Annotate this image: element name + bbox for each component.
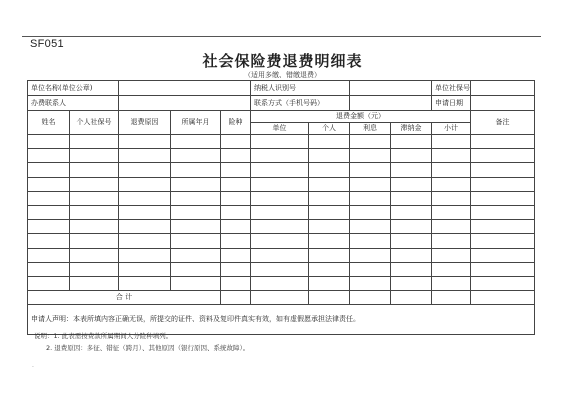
apply-date-label: 申请日期 bbox=[432, 96, 471, 111]
table-cell[interactable] bbox=[350, 248, 391, 262]
table-cell[interactable] bbox=[471, 234, 535, 248]
table-cell[interactable] bbox=[221, 234, 251, 248]
col-remark-header: 备注 bbox=[471, 111, 535, 135]
table-cell[interactable] bbox=[221, 135, 251, 149]
taxpayer-id-field[interactable] bbox=[350, 81, 432, 96]
total-cell[interactable] bbox=[391, 291, 432, 305]
table-row bbox=[28, 135, 535, 149]
contact-label: 联系方式（手机号码） bbox=[251, 96, 350, 111]
total-cell[interactable] bbox=[251, 291, 309, 305]
table-cell[interactable] bbox=[350, 276, 391, 290]
table-cell[interactable] bbox=[171, 276, 221, 290]
table-cell[interactable] bbox=[171, 149, 221, 163]
table-cell[interactable] bbox=[432, 135, 471, 149]
table-cell[interactable] bbox=[28, 234, 70, 248]
table-cell[interactable] bbox=[471, 276, 535, 290]
table-cell[interactable] bbox=[391, 135, 432, 149]
table-cell[interactable] bbox=[70, 149, 119, 163]
table-cell[interactable] bbox=[309, 191, 350, 205]
table-cell[interactable] bbox=[119, 163, 171, 177]
table-cell[interactable] bbox=[221, 191, 251, 205]
table-cell[interactable] bbox=[391, 220, 432, 234]
table-cell[interactable] bbox=[119, 220, 171, 234]
table-cell[interactable] bbox=[70, 234, 119, 248]
table-cell[interactable] bbox=[432, 220, 471, 234]
unit-name-field[interactable] bbox=[119, 81, 251, 96]
table-cell[interactable] bbox=[391, 248, 432, 262]
table-cell[interactable] bbox=[391, 262, 432, 276]
table-cell[interactable] bbox=[119, 276, 171, 290]
table-cell[interactable] bbox=[309, 262, 350, 276]
table-cell[interactable] bbox=[70, 191, 119, 205]
table-cell[interactable] bbox=[171, 205, 221, 219]
table-cell[interactable] bbox=[309, 177, 350, 191]
info-row-1 bbox=[28, 81, 535, 96]
table-cell[interactable] bbox=[251, 205, 309, 219]
table-row bbox=[28, 248, 535, 262]
table-cell[interactable] bbox=[70, 135, 119, 149]
table-cell[interactable] bbox=[171, 234, 221, 248]
form-code: SF051 bbox=[30, 38, 64, 50]
col-refund-amount-header: 退费金额（元） bbox=[251, 111, 471, 123]
sub-interest-header: 利息 bbox=[350, 123, 391, 135]
col-refund-reason-header: 退费原因 bbox=[119, 111, 171, 135]
table-cell[interactable] bbox=[391, 163, 432, 177]
sub-unit-header: 单位 bbox=[251, 123, 309, 135]
sub-late-fee-header: 滞纳金 bbox=[391, 123, 432, 135]
unit-ss-no-field[interactable] bbox=[471, 81, 535, 96]
table-cell[interactable] bbox=[350, 163, 391, 177]
table-cell[interactable] bbox=[28, 248, 70, 262]
table-cell[interactable] bbox=[391, 234, 432, 248]
total-label: 合 计 bbox=[28, 291, 221, 305]
table-cell[interactable] bbox=[171, 135, 221, 149]
table-cell[interactable] bbox=[70, 248, 119, 262]
table-row bbox=[28, 276, 535, 290]
table-cell[interactable] bbox=[119, 205, 171, 219]
table-row bbox=[28, 220, 535, 234]
table-cell[interactable] bbox=[171, 163, 221, 177]
table-cell[interactable] bbox=[251, 163, 309, 177]
table-cell[interactable] bbox=[70, 276, 119, 290]
table-cell[interactable] bbox=[432, 191, 471, 205]
table-cell[interactable] bbox=[391, 149, 432, 163]
table-cell[interactable] bbox=[309, 149, 350, 163]
table-cell[interactable] bbox=[432, 163, 471, 177]
table-cell[interactable] bbox=[119, 191, 171, 205]
table-cell[interactable] bbox=[70, 262, 119, 276]
col-insurance-type-header: 险种 bbox=[221, 111, 251, 135]
table-cell[interactable] bbox=[251, 220, 309, 234]
table-cell[interactable] bbox=[309, 135, 350, 149]
table-cell[interactable] bbox=[221, 220, 251, 234]
table-cell[interactable] bbox=[28, 149, 70, 163]
table-cell[interactable] bbox=[171, 248, 221, 262]
table-cell[interactable] bbox=[350, 177, 391, 191]
sub-subtotal-header: 小计 bbox=[432, 123, 471, 135]
note-2: 2. 退费原因：多征、错征（跨月）、其他原因（银行原因、系统故障）。 bbox=[46, 344, 250, 352]
taxpayer-id-label: 纳税人识别号 bbox=[251, 81, 350, 96]
notes-label: 说明： bbox=[34, 332, 54, 340]
total-cell[interactable] bbox=[350, 291, 391, 305]
table-cell[interactable] bbox=[350, 262, 391, 276]
table-cell[interactable] bbox=[70, 163, 119, 177]
apply-date-field[interactable] bbox=[471, 96, 535, 111]
table-cell[interactable] bbox=[350, 135, 391, 149]
handler-label: 办费联系人 bbox=[28, 96, 119, 111]
table-cell[interactable] bbox=[432, 276, 471, 290]
table-cell[interactable] bbox=[251, 248, 309, 262]
contact-field[interactable] bbox=[350, 96, 432, 111]
table-cell[interactable] bbox=[350, 191, 391, 205]
table-cell[interactable] bbox=[171, 177, 221, 191]
table-cell[interactable] bbox=[251, 177, 309, 191]
table-cell[interactable] bbox=[471, 205, 535, 219]
header-row-1 bbox=[28, 111, 535, 123]
table-cell[interactable] bbox=[171, 262, 221, 276]
table-cell[interactable] bbox=[350, 205, 391, 219]
table-cell[interactable] bbox=[119, 149, 171, 163]
table-cell[interactable] bbox=[221, 163, 251, 177]
table-cell[interactable] bbox=[171, 220, 221, 234]
form-title: 社会保险费退费明细表 bbox=[202, 52, 363, 70]
table-row bbox=[28, 205, 535, 219]
table-row bbox=[28, 191, 535, 205]
table-cell[interactable] bbox=[221, 177, 251, 191]
col-personal-ss-no-header: 个人社保号 bbox=[70, 111, 119, 135]
table-row bbox=[28, 177, 535, 191]
info-row-2 bbox=[28, 96, 535, 111]
table-cell[interactable] bbox=[432, 205, 471, 219]
table-cell[interactable] bbox=[251, 276, 309, 290]
table-cell[interactable] bbox=[221, 149, 251, 163]
unit-ss-no-label: 单位社保号 bbox=[432, 81, 471, 96]
notes bbox=[34, 330, 249, 354]
total-cell[interactable] bbox=[221, 291, 251, 305]
refund-detail-table bbox=[27, 80, 535, 335]
data-rows bbox=[28, 135, 535, 291]
table-cell[interactable] bbox=[28, 163, 70, 177]
table-cell[interactable] bbox=[391, 177, 432, 191]
table-cell[interactable] bbox=[350, 149, 391, 163]
table-cell[interactable] bbox=[432, 149, 471, 163]
table-cell[interactable] bbox=[119, 135, 171, 149]
table-cell[interactable] bbox=[221, 262, 251, 276]
table-cell[interactable] bbox=[221, 205, 251, 219]
table-cell[interactable] bbox=[471, 220, 535, 234]
table-cell[interactable] bbox=[309, 248, 350, 262]
table-cell[interactable] bbox=[221, 276, 251, 290]
table-cell[interactable] bbox=[391, 191, 432, 205]
total-cell[interactable] bbox=[309, 291, 350, 305]
table-cell[interactable] bbox=[471, 248, 535, 262]
table-cell[interactable] bbox=[251, 234, 309, 248]
table-cell[interactable] bbox=[171, 191, 221, 205]
total-cell[interactable] bbox=[471, 291, 535, 305]
sub-personal-header: 个人 bbox=[309, 123, 350, 135]
table-cell[interactable] bbox=[119, 177, 171, 191]
table-cell[interactable] bbox=[28, 191, 70, 205]
top-rule bbox=[22, 36, 541, 37]
table-cell[interactable] bbox=[251, 135, 309, 149]
table-row bbox=[28, 163, 535, 177]
table-cell[interactable] bbox=[309, 220, 350, 234]
table-row bbox=[28, 149, 535, 163]
table-cell[interactable] bbox=[119, 262, 171, 276]
table-cell[interactable] bbox=[251, 262, 309, 276]
table-cell[interactable] bbox=[309, 234, 350, 248]
table-cell[interactable] bbox=[70, 220, 119, 234]
table-row bbox=[28, 262, 535, 276]
table-cell[interactable] bbox=[391, 276, 432, 290]
total-row bbox=[28, 291, 535, 305]
table-cell[interactable] bbox=[251, 149, 309, 163]
table-cell[interactable] bbox=[471, 191, 535, 205]
table-cell[interactable] bbox=[350, 234, 391, 248]
table-cell[interactable] bbox=[471, 262, 535, 276]
table-cell[interactable] bbox=[119, 248, 171, 262]
unit-name-label: 单位名称(单位公章) bbox=[28, 81, 119, 96]
table-cell[interactable] bbox=[309, 163, 350, 177]
applicant-declaration: 申请人声明：本表所填内容正确无误，所提交的证件、资料及复印件真实有效，如有虚假愿承担法律责任。 bbox=[28, 305, 535, 335]
notes-line-1 bbox=[34, 330, 249, 342]
total-cell[interactable] bbox=[432, 291, 471, 305]
table-cell[interactable] bbox=[28, 262, 70, 276]
table-cell[interactable] bbox=[28, 220, 70, 234]
table-cell[interactable] bbox=[28, 177, 70, 191]
table-cell[interactable] bbox=[350, 220, 391, 234]
col-name-header: 姓名 bbox=[28, 111, 70, 135]
table-row bbox=[28, 234, 535, 248]
form-subtitle: （适用多缴、错缴退费） bbox=[244, 71, 321, 79]
table-cell[interactable] bbox=[471, 135, 535, 149]
table-cell[interactable] bbox=[70, 177, 119, 191]
table-cell[interactable] bbox=[471, 149, 535, 163]
table-cell[interactable] bbox=[471, 163, 535, 177]
table-cell[interactable] bbox=[309, 205, 350, 219]
table-cell[interactable] bbox=[70, 205, 119, 219]
table-cell[interactable] bbox=[309, 276, 350, 290]
handler-field[interactable] bbox=[119, 96, 251, 111]
footer-mark: . bbox=[32, 362, 34, 369]
table-cell[interactable] bbox=[432, 248, 471, 262]
table-cell[interactable] bbox=[432, 234, 471, 248]
table-cell[interactable] bbox=[391, 205, 432, 219]
table-cell[interactable] bbox=[432, 177, 471, 191]
table-cell[interactable] bbox=[221, 248, 251, 262]
table-cell[interactable] bbox=[432, 262, 471, 276]
table-cell[interactable] bbox=[28, 205, 70, 219]
note-1: 1. 此表需按费款所属期间人分险种填列。 bbox=[53, 332, 173, 340]
table-cell[interactable] bbox=[119, 234, 171, 248]
col-period-header: 所属年月 bbox=[171, 111, 221, 135]
table-cell[interactable] bbox=[28, 276, 70, 290]
table-cell[interactable] bbox=[471, 177, 535, 191]
table-cell[interactable] bbox=[251, 191, 309, 205]
table-cell[interactable] bbox=[28, 135, 70, 149]
